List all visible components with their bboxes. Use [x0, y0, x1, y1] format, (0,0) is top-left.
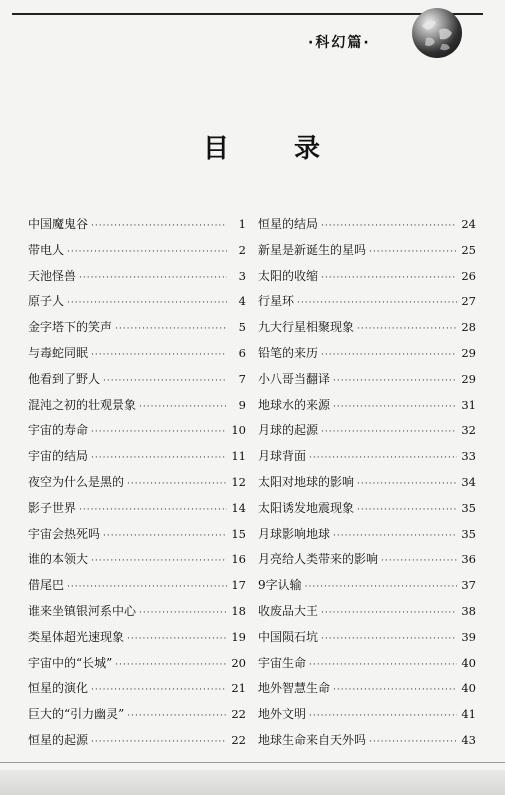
toc-entry	[28, 212, 246, 238]
toc-entry	[28, 341, 246, 367]
toc-entry-page: 38	[461, 603, 476, 618]
toc-entry	[28, 496, 246, 522]
toc-entry	[28, 393, 246, 419]
toc-entry	[258, 625, 476, 651]
toc-entry-page: 43	[461, 732, 476, 747]
toc-leader-dots	[333, 524, 457, 550]
toc-leader-dots	[91, 730, 227, 756]
toc-entry-page: 12	[231, 474, 246, 489]
toc-leader-dots	[369, 730, 457, 756]
toc-entry	[28, 238, 246, 264]
toc-entry-title: 9字认输	[258, 578, 302, 593]
toc-entry	[28, 547, 246, 573]
toc-entry	[28, 444, 246, 470]
toc-entry-title: 带电人	[28, 242, 65, 257]
toc-entry-title: 他看到了野人	[28, 371, 101, 386]
toc-left-column	[28, 212, 246, 754]
toc-entry-title: 宇宙会热死吗	[28, 526, 101, 541]
toc-entry	[28, 522, 246, 548]
toc-entry	[258, 315, 476, 341]
toc-leader-dots	[115, 653, 227, 679]
toc-entry-page: 32	[461, 423, 476, 438]
toc-entry-title: 月球背面	[258, 449, 307, 464]
toc-leader-dots	[127, 472, 227, 498]
toc-leader-dots	[321, 601, 457, 627]
toc-entry	[28, 651, 246, 677]
toc-entry-page: 11	[231, 449, 246, 464]
toc-leader-dots	[79, 266, 227, 292]
toc-entry	[28, 573, 246, 599]
toc-leader-dots	[309, 446, 457, 472]
globe-icon	[412, 8, 462, 58]
toc-entry-title: 中国魔鬼谷	[28, 217, 89, 231]
toc-entry-title: 恒星的演化	[28, 681, 89, 696]
toc-leader-dots	[91, 678, 227, 704]
toc-leader-dots	[305, 575, 457, 601]
toc-leader-dots	[381, 549, 457, 575]
toc-entry-page: 26	[461, 268, 476, 283]
toc-entry	[28, 315, 246, 341]
toc-entry-page: 22	[231, 732, 246, 747]
toc-leader-dots	[91, 549, 227, 575]
page-title: 目 录	[203, 134, 349, 164]
toc-entry-title: 九大行星相聚现象	[258, 320, 355, 335]
toc-leader-dots	[333, 369, 457, 395]
toc-entry	[28, 470, 246, 496]
toc-entry-title: 月球影响地球	[258, 526, 331, 541]
toc-leader-dots	[103, 369, 227, 395]
toc-entry-page: 18	[231, 603, 246, 618]
toc-entry-page: 39	[461, 629, 476, 644]
toc-leader-dots	[369, 240, 457, 266]
toc-entry-page: 36	[461, 552, 476, 567]
toc-leader-dots	[115, 317, 227, 343]
toc-leader-dots	[297, 291, 457, 317]
toc-entry	[258, 547, 476, 573]
toc-entry-page: 29	[461, 371, 476, 386]
toc-leader-dots	[103, 524, 227, 550]
toc-entry-title: 地外文明	[258, 707, 307, 722]
toc-entry-title: 谁的本领大	[28, 552, 89, 567]
toc-entry-page: 35	[461, 526, 476, 541]
toc-leader-dots	[67, 575, 227, 601]
toc-entry-title: 恒星的起源	[28, 732, 89, 747]
toc-entry-page: 17	[231, 578, 246, 593]
toc-entry-page: 10	[231, 423, 246, 438]
toc-entry-title: 原子人	[28, 294, 65, 309]
toc-entry-title: 铅笔的来历	[258, 345, 319, 360]
toc-entry-page: 19	[231, 629, 246, 644]
top-rule	[12, 13, 483, 15]
toc-entry	[28, 418, 246, 444]
toc-entry-title: 收废品大王	[258, 603, 319, 618]
toc-entry	[258, 264, 476, 290]
toc-entry-title: 宇宙中的“长城”	[28, 655, 113, 670]
toc-entry-title: 地外智慧生命	[258, 681, 331, 696]
toc-entry-title: 天池怪兽	[28, 268, 77, 283]
toc-entry-title: 月球的起源	[258, 423, 319, 438]
section-label: ·科幻篇·	[308, 35, 371, 51]
toc-leader-dots	[333, 678, 457, 704]
toc-entry-page: 40	[461, 681, 476, 696]
toc-entry-page: 33	[461, 449, 476, 464]
toc-leader-dots	[91, 214, 227, 240]
toc-entry-title: 巨大的“引力幽灵”	[28, 707, 125, 722]
toc-entry	[28, 728, 246, 754]
toc-entry-page: 34	[461, 474, 476, 489]
toc-entry-title: 借尾巴	[28, 578, 65, 593]
toc-entry-title: 地球水的来源	[258, 397, 331, 412]
toc-leader-dots	[357, 498, 457, 524]
toc-leader-dots	[309, 653, 457, 679]
toc-entry-title: 影子世界	[28, 500, 77, 515]
toc-entry-title: 混沌之初的壮观景象	[28, 397, 137, 412]
toc-entry-page: 16	[231, 552, 246, 567]
toc-leader-dots	[79, 498, 227, 524]
toc-leader-dots	[139, 395, 227, 421]
toc-entry-page: 28	[461, 320, 476, 335]
toc-entry	[258, 470, 476, 496]
toc-leader-dots	[309, 704, 457, 730]
toc-entry	[28, 702, 246, 728]
toc-entry	[258, 444, 476, 470]
toc-entry	[258, 289, 476, 315]
toc-entry	[258, 418, 476, 444]
toc-entry	[28, 676, 246, 702]
toc-entry-title: 金字塔下的笑声	[28, 320, 113, 335]
toc-entry-page: 3	[238, 268, 246, 283]
toc-leader-dots	[127, 627, 227, 653]
toc-entry	[258, 702, 476, 728]
toc-entry-title: 宇宙的寿命	[28, 423, 89, 438]
toc-leader-dots	[67, 240, 227, 266]
toc-entry	[258, 599, 476, 625]
toc-leader-dots	[91, 343, 227, 369]
toc-leader-dots	[139, 601, 227, 627]
toc-entry-page: 35	[461, 500, 476, 515]
toc-entry-page: 6	[238, 345, 246, 360]
toc-entry-page: 15	[231, 526, 246, 541]
toc-leader-dots	[321, 214, 457, 240]
toc-entry-page: 37	[461, 578, 476, 593]
toc-entry-title: 太阳对地球的影响	[258, 474, 355, 489]
toc-entry	[28, 289, 246, 315]
toc-entry	[28, 599, 246, 625]
toc-entry-title: 太阳诱发地震现象	[258, 500, 355, 515]
toc-entry-page: 22	[231, 707, 246, 722]
toc-entry-title: 太阳的收缩	[258, 268, 319, 283]
toc-entry-page: 2	[238, 242, 246, 257]
toc-leader-dots	[357, 317, 457, 343]
toc-entry	[258, 573, 476, 599]
toc-entry	[258, 676, 476, 702]
toc-entry-page: 9	[238, 397, 246, 412]
toc-entry	[258, 522, 476, 548]
toc-entry	[258, 393, 476, 419]
toc-entry-title: 宇宙的结局	[28, 449, 89, 464]
toc-entry-title: 谁来坐镇银河系中心	[28, 603, 137, 618]
toc-leader-dots	[91, 420, 227, 446]
toc-leader-dots	[321, 343, 457, 369]
toc-entry-title: 与毒蛇同眠	[28, 345, 89, 360]
toc-entry-title: 宇宙生命	[258, 655, 307, 670]
toc-leader-dots	[357, 472, 457, 498]
toc-entry-title: 小八哥当翻译	[258, 371, 331, 386]
toc-entry-page: 27	[461, 294, 476, 309]
toc-leader-dots	[321, 627, 457, 653]
toc-entry-title: 地球生命来自天外吗	[258, 732, 367, 747]
toc-entry-title: 恒星的结局	[258, 217, 319, 231]
toc-entry	[258, 496, 476, 522]
page-bottom-edge	[0, 770, 505, 795]
toc-entry	[28, 625, 246, 651]
toc-entry	[258, 728, 476, 754]
toc-entry-page: 14	[231, 500, 246, 515]
toc-entry-title: 新星是新诞生的星吗	[258, 242, 367, 257]
toc-entry-page: 24	[461, 217, 476, 231]
toc-entry-page: 1	[238, 217, 246, 231]
toc-entry	[28, 367, 246, 393]
toc-entry-page: 20	[231, 655, 246, 670]
toc-entry	[258, 212, 476, 238]
toc-entry-page: 31	[461, 397, 476, 412]
toc-entry-title: 中国陨石坑	[258, 629, 319, 644]
toc-entry	[258, 651, 476, 677]
toc-entry-title: 夜空为什么是黑的	[28, 474, 125, 489]
toc-entry	[258, 341, 476, 367]
toc-entry-title: 类星体超光速现象	[28, 629, 125, 644]
toc-entry-page: 29	[461, 345, 476, 360]
toc-entry-title: 行星环	[258, 294, 295, 309]
toc-entry	[28, 264, 246, 290]
toc-leader-dots	[127, 704, 227, 730]
toc-leader-dots	[333, 395, 457, 421]
toc-leader-dots	[67, 291, 227, 317]
toc-entry-title: 月亮给人类带来的影响	[258, 552, 379, 567]
toc-entry-page: 4	[238, 294, 246, 309]
toc-right-column	[258, 212, 476, 754]
toc-leader-dots	[321, 420, 457, 446]
toc-entry-page: 40	[461, 655, 476, 670]
toc-leader-dots	[321, 266, 457, 292]
toc-entry-page: 41	[461, 707, 476, 722]
toc-entry-page: 7	[238, 371, 246, 386]
toc-leader-dots	[91, 446, 227, 472]
toc-entry	[258, 367, 476, 393]
toc-entry-page: 5	[238, 320, 246, 335]
bottom-rule	[0, 762, 505, 763]
toc-entry	[258, 238, 476, 264]
toc-entry-page: 21	[231, 681, 246, 696]
toc-entry-page: 25	[461, 242, 476, 257]
